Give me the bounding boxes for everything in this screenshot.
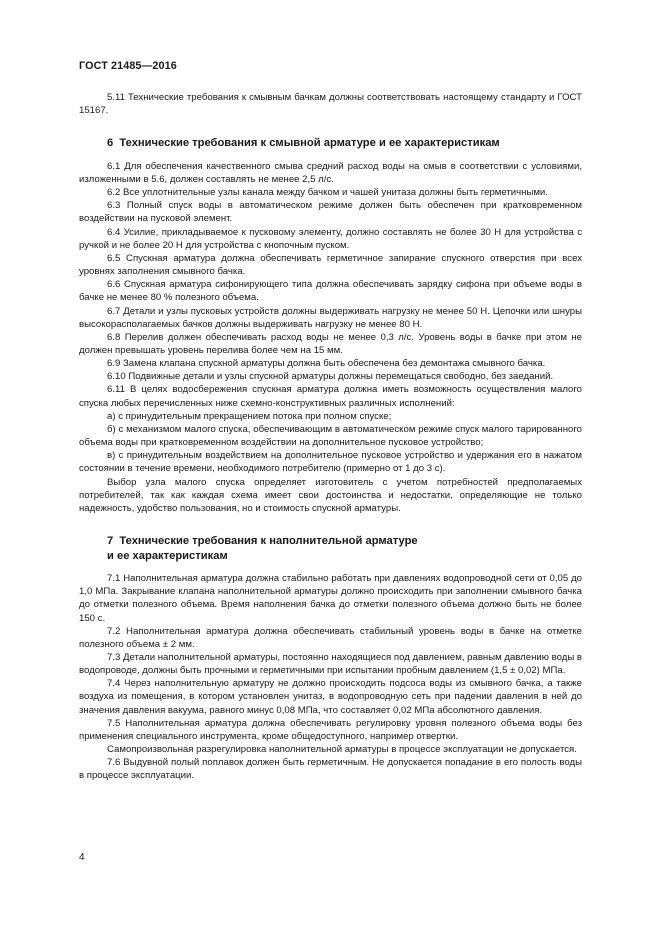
paragraph-7-6: 7.6 Выдувной полый поплавок должен быть герметичным. Не допускается попадание в его полость воды в процессе эксплуатации. [79,757,582,782]
section-6-number: 6 [107,137,114,150]
paragraph-7-4: 7.4 Через наполнительную арматуру не должно происходить подсоса воды из смывного бачка, а также воздуха из помещения, в котором установлен унитаз, в водопроводную сеть при падении давления в ней до значения давления вакуума, равного минус 0,08 МПа, что составляет 0,02 МПа абсолютного давления. [79,678,582,716]
paragraph-7-3: 7.3 Детали наполнительной арматуры, постоянно находящиеся под давлением, равным давлению воды в водопроводе, должны быть прочными и герметичными при испытании пробным давлением (1,5 ± 0,02) МПа. [79,651,582,677]
paragraph-7-2: 7.2 Наполнительная арматура должна обеспечивать стабильный уровень воды в бачке на отметке полезного объема ± 2 мм. [79,625,582,650]
paragraph-6-11: 6.11 В целях водосбережения спускная арматура должна иметь возможность осуществления малого спуска любых перечисленных ниже схемно-конструктивных различных исполнений: [79,384,582,409]
paragraph-6-7: 6.7 Детали и узлы пусковых устройств должны выдерживать нагрузку не менее 50 Н. Цепочки или шнуры высокорасполагаемых бачков должны выдерживать нагрузку не менее 80 Н. [79,305,582,330]
paragraph-7-1: 7.1 Наполнительная арматура должна стабильно работать при давлениях водопроводной сети от 0,05 до 1,0 МПа. Закрывание клапана наполнительной арматуры должно происходить при заполнении смывного бачка до отметки полезного объема. Время наполнения бачка до отметки полезного объема должно быть не более 150 с. [79,573,582,624]
paragraph-6-3: 6.3 Полный спуск воды в автоматическом режиме должен быть обеспечен при кратковременном воздействии на пусковой элемент. [79,200,582,225]
section-7-heading [79,534,582,563]
paragraph-6-6: 6.6 Спускная арматура сифонирующего типа должна обеспечивать зарядку сифона при объеме воды в бачке не менее 80 % полезного объема. [79,279,582,304]
page-number: 4 [79,852,85,863]
paragraph-6-4: 6.4 Усилие, прикладываемое к пусковому элементу, должно составлять не более 30 Н для устройства с ручкой и не более 20 Н для устройства с кнопочным пуском. [79,226,582,251]
section-7-title-line2: и ее характеристикам [107,549,228,562]
section-6-heading [79,136,582,151]
paragraph-6-conclusion: Выбор узла малого спуска определяет изготовитель с учетом потребностей предполагаемых потребителей, так как каждая схема имеет свои достоинства и недостатки, определяющие не только надежность, удобство пользования, но и стоимость спускной арматуры. [79,476,582,514]
list-item-v: в) с принудительным воздействием на дополнительное пусковое устройство и удержания его в нажатом состоянии в течение времени, необходимого потребителю (примерно от 1 до 3 с). [79,450,582,475]
paragraph-6-5: 6.5 Спускная арматура должна обеспечивать герметичное запирание спускного отверстия при всех уровнях заполнения смывного бачка. [79,252,582,278]
paragraph-6-2: 6.2 Все уплотнительные узлы канала между бачком и чашей унитаза должны быть герметичными. [107,187,548,199]
paragraph-6-8: 6.8 Перелив должен обеспечивать расход воды не менее 0,3 л/с. Уровень воды в бачке при этом не должен превышать уровень перелива более чем на 15 мм. [79,331,582,356]
paragraph-5-11: 5.11 Технические требования к смывным бачкам должны соответствовать настоящему стандарту и ГОСТ 15167. [79,92,582,117]
paragraph-6-1: 6.1 Для обеспечения качественного смыва средний расход воды на смыв в соответствии с условиями, изложенными в 5.6, должен составлять не менее 2,5 л/с. [79,160,582,185]
section-7-number: 7 [107,535,114,548]
section-7-title-line1: Технические требования к наполнительной арматуре [119,535,418,548]
list-item-a: а) с принудительным прекращением потока при полном спуске; [107,410,392,422]
section-6-title: Технические требования к смывной арматуре и ее характеристикам [119,137,500,150]
paragraph-6-10: 6.10 Подвижные детали и узлы спускной арматуры должны перемещаться свободно, без заеданий. [107,371,554,383]
list-item-b: б) с механизмом малого спуска, обеспечивающим в автоматическом режиме спуск малого тарированного объема воды при кратковременном воздействии на дополнительное пусковое устройство; [79,423,582,449]
paragraph-7-5: 7.5 Наполнительная арматура должна обеспечивать регулировку уровня полезного объема воды без применения специального инструмента, кроме общедоступного, например отвертки. [79,717,582,742]
doc-header-code: ГОСТ 21485—2016 [79,60,177,72]
paragraph-6-9: 6.9 Замена клапана спускной арматуры должна быть обеспечена без демонтажа смывного бачка. [107,358,546,370]
document-body [79,91,582,783]
paragraph-7-5-note: Самопроизвольная разрегулировка наполнительной арматуры в процессе эксплуатации не допускается. [107,744,577,756]
